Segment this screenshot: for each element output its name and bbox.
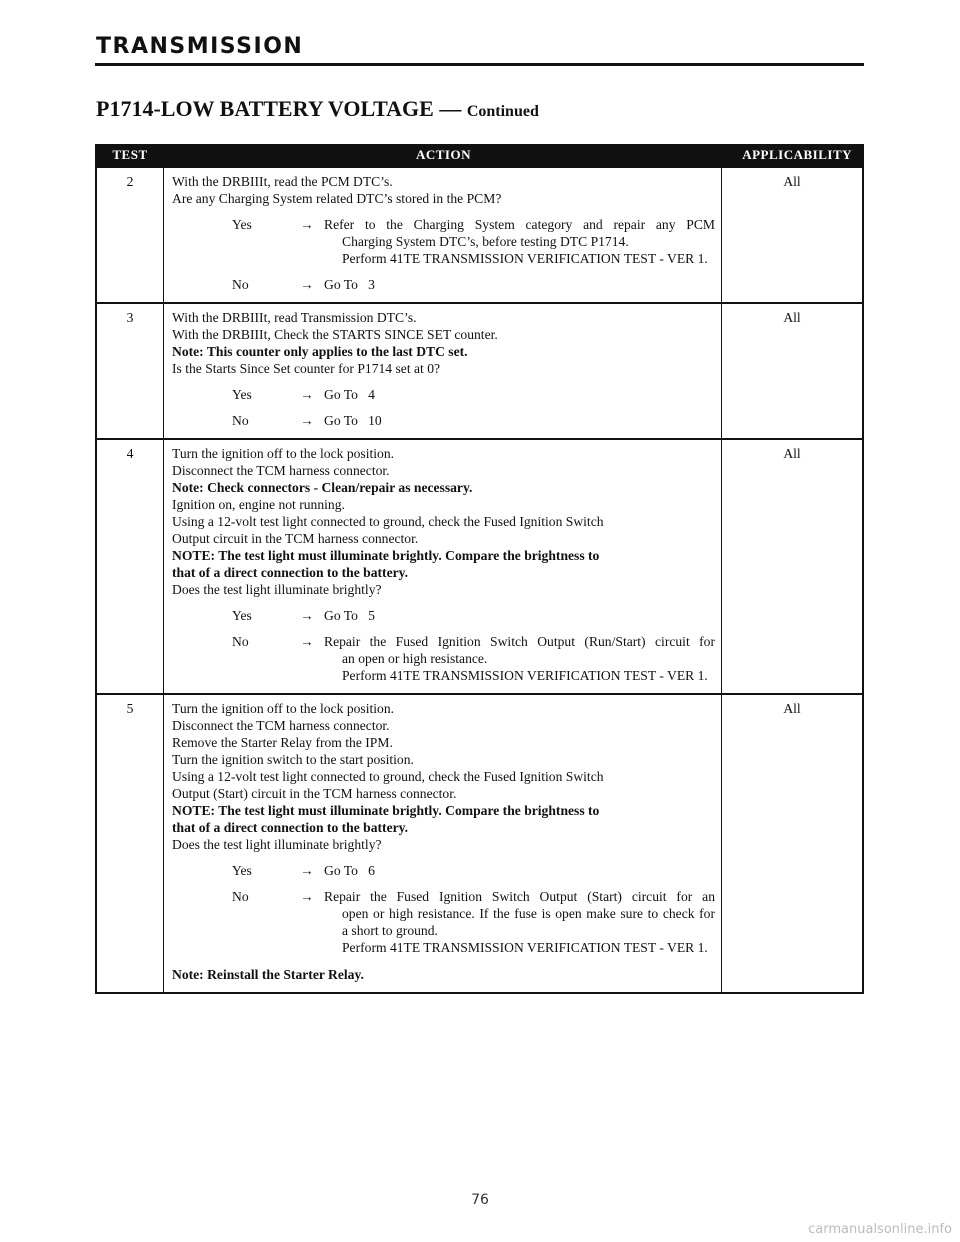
arrow-icon: → — [300, 608, 314, 623]
option-label: No — [232, 277, 249, 292]
reinstall-note: Note: Reinstall the Starter Relay. — [172, 967, 364, 982]
arrow-icon: → — [300, 217, 314, 232]
option-label: Yes — [232, 608, 252, 623]
action-cell — [164, 168, 722, 302]
option-line: open or high resistance. If the fuse is open make sure to check for — [342, 906, 715, 921]
yes-option — [172, 216, 715, 267]
table-row — [97, 166, 862, 302]
action-line: With the DRBIIIt, read Transmission DTC’s. — [172, 310, 417, 325]
action-line: Output (Start) circuit in the TCM harness connector. — [172, 786, 457, 801]
page-number: 76 — [471, 1192, 489, 1208]
option-line: an open or high resistance. — [342, 651, 488, 666]
option-label: Yes — [232, 217, 252, 232]
section-title: TRANSMISSION — [96, 34, 304, 59]
page-heading — [96, 96, 539, 122]
applicability: All — [783, 446, 801, 461]
action-line: Disconnect the TCM harness connector. — [172, 463, 390, 478]
option-line: Refer to the Charging System category and repair any PCM — [324, 217, 715, 232]
option-line: a short to ground. — [342, 923, 438, 938]
header-test: TEST — [112, 147, 148, 162]
action-line: Turn the ignition switch to the start position. — [172, 752, 414, 767]
note-line: NOTE: The test light must illuminate brightly. Compare the brightness to — [172, 803, 600, 818]
arrow-icon: → — [300, 277, 314, 292]
test-number: 4 — [97, 440, 164, 693]
action-line: Using a 12-volt test light connected to ground, check the Fused Ignition Switch — [172, 769, 604, 784]
note-line: Note: Check connectors - Clean/repair as necessary. — [172, 480, 473, 495]
option-line: Charging System DTC’s, before testing DTC P1714. — [342, 234, 629, 249]
note-line: NOTE: The test light must illuminate brightly. Compare the brightness to — [172, 548, 600, 563]
action-line: Disconnect the TCM harness connector. — [172, 718, 390, 733]
option-line: Go To 6 — [324, 863, 375, 878]
no-option — [172, 633, 715, 684]
table-header — [97, 144, 862, 166]
test-number: 5 — [97, 695, 164, 992]
heading-text: P1714-LOW BATTERY VOLTAGE — — [96, 96, 462, 121]
no-option — [172, 412, 715, 429]
option-line: Go To 4 — [324, 387, 375, 402]
note-line: that of a direct connection to the battery. — [172, 820, 409, 835]
note-line: Note: This counter only applies to the last DTC set. — [172, 344, 468, 359]
option-line: Repair the Fused Ignition Switch Output (Run/Start) circuit for — [324, 634, 715, 649]
option-line: Go To 5 — [324, 608, 375, 623]
option-label: No — [232, 889, 249, 904]
option-line: Perform 41TE TRANSMISSION VERIFICATION TEST - VER 1. — [342, 940, 708, 955]
note-line: that of a direct connection to the battery. — [172, 565, 409, 580]
applicability: All — [783, 310, 801, 325]
action-line: With the DRBIIIt, read the PCM DTC’s. — [172, 174, 393, 189]
option-label: No — [232, 413, 249, 428]
diagnostic-table — [95, 144, 864, 994]
action-line: Ignition on, engine not running. — [172, 497, 345, 512]
test-number: 2 — [97, 168, 164, 302]
option-line: Go To 10 — [324, 413, 382, 428]
option-line: Perform 41TE TRANSMISSION VERIFICATION TEST - VER 1. — [342, 251, 708, 266]
action-line: Does the test light illuminate brightly? — [172, 837, 382, 852]
applicability: All — [783, 701, 801, 716]
arrow-icon: → — [300, 413, 314, 428]
heading-continued: Continued — [466, 103, 539, 120]
action-line: Turn the ignition off to the lock position. — [172, 701, 395, 716]
no-option — [172, 276, 715, 293]
yes-option — [172, 607, 715, 624]
arrow-icon: → — [300, 889, 314, 904]
action-line: With the DRBIIIt, Check the STARTS SINCE SET counter. — [172, 327, 498, 342]
option-label: Yes — [232, 387, 252, 402]
table-row — [97, 438, 862, 693]
option-line: Perform 41TE TRANSMISSION VERIFICATION TEST - VER 1. — [342, 668, 708, 683]
option-line: Go To 3 — [324, 277, 375, 292]
action-line: Does the test light illuminate brightly? — [172, 582, 382, 597]
option-line: Repair the Fused Ignition Switch Output (Start) circuit for an — [324, 889, 715, 904]
arrow-icon: → — [300, 634, 314, 649]
option-label: No — [232, 634, 249, 649]
yes-option — [172, 386, 715, 403]
table-row — [97, 693, 862, 992]
no-option — [172, 888, 715, 956]
action-line: Output circuit in the TCM harness connector. — [172, 531, 419, 546]
applicability: All — [783, 174, 801, 189]
action-line: Turn the ignition off to the lock position. — [172, 446, 395, 461]
arrow-icon: → — [300, 863, 314, 878]
action-line: Remove the Starter Relay from the IPM. — [172, 735, 393, 750]
action-cell — [164, 695, 722, 992]
title-rule — [95, 63, 864, 66]
table-row — [97, 302, 862, 438]
yes-option — [172, 862, 715, 879]
header-action: ACTION — [415, 147, 471, 162]
action-line: Are any Charging System related DTC’s stored in the PCM? — [172, 191, 502, 206]
arrow-icon: → — [300, 387, 314, 402]
test-number: 3 — [97, 304, 164, 438]
action-cell — [164, 440, 722, 693]
watermark: carmanualsonline.info — [808, 1222, 952, 1237]
action-line: Is the Starts Since Set counter for P1714 set at 0? — [172, 361, 441, 376]
header-applicability: APPLICABILITY — [742, 147, 852, 162]
action-cell — [164, 304, 722, 438]
action-line: Using a 12-volt test light connected to ground, check the Fused Ignition Switch — [172, 514, 604, 529]
option-label: Yes — [232, 863, 252, 878]
